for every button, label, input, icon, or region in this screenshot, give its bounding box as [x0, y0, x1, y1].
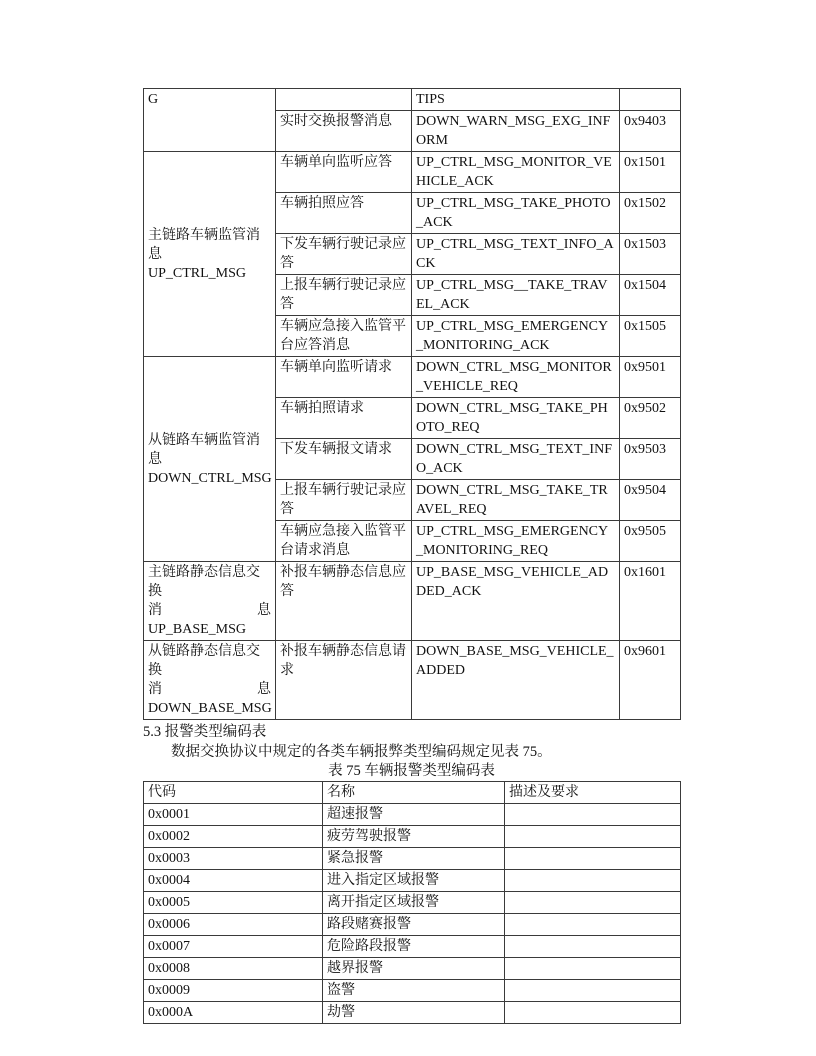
- cell-code: 0x1502: [620, 193, 681, 234]
- cell-name: 盗警: [323, 980, 505, 1002]
- cell-constant: DOWN_CTRL_MSG_MONITOR_VEHICLE_REQ: [412, 357, 620, 398]
- table-row: [144, 804, 681, 826]
- cell-message-name: 车辆应急接入监管平台请求消息: [276, 521, 412, 562]
- cell-message-name: 上报车辆行驶记录应答: [276, 480, 412, 521]
- cell-empty: [620, 89, 681, 111]
- table-row: [144, 357, 681, 398]
- table-row: [144, 870, 681, 892]
- cell-name: 路段赌赛报警: [323, 914, 505, 936]
- cell-code: 0x0002: [144, 826, 323, 848]
- table-row: [144, 892, 681, 914]
- cell-constant: DOWN_CTRL_MSG_TAKE_TRAVEL_REQ: [412, 480, 620, 521]
- group-label-line: 主链路静态信息交换: [148, 565, 260, 599]
- intro-paragraph: 数据交换协议中规定的各类车辆报弊类型编码规定见表 75。: [171, 744, 552, 760]
- cell-name: 危险路段报警: [323, 936, 505, 958]
- cell-name: 进入指定区域报警: [323, 870, 505, 892]
- cell-code: 0x1501: [620, 152, 681, 193]
- cell-message-name: 补报车辆静态信息应答: [276, 562, 412, 641]
- cell-constant: UP_CTRL_MSG_TEXT_INFO_ACK: [412, 234, 620, 275]
- cell-constant: UP_CTRL_MSG__TAKE_TRAVEL_ACK: [412, 275, 620, 316]
- cell-constant: UP_CTRL_MSG_EMERGENCY_MONITORING_REQ: [412, 521, 620, 562]
- table-row: [144, 89, 681, 111]
- cell-name: 离开指定区域报警: [323, 892, 505, 914]
- cell-name: 紧急报警: [323, 848, 505, 870]
- cell-message-name: 车辆拍照应答: [276, 193, 412, 234]
- table-row: [144, 562, 681, 641]
- cell-name: 疲劳驾驶报警: [323, 826, 505, 848]
- table-row: [144, 826, 681, 848]
- table-row: [144, 641, 681, 720]
- section-heading: 5.3 报警类型编码表: [143, 724, 267, 740]
- message-type-table: [143, 88, 681, 720]
- group-label-line: 从链路静态信息交换: [148, 644, 260, 678]
- cell-desc: [505, 804, 681, 826]
- cell-message-name: 车辆单向监听请求: [276, 357, 412, 398]
- cell-code: 0x0003: [144, 848, 323, 870]
- cell-code: 0x0006: [144, 914, 323, 936]
- cell-message-name: 车辆应急接入监管平台应答消息: [276, 316, 412, 357]
- cell-name: 超速报警: [323, 804, 505, 826]
- cell-desc: [505, 870, 681, 892]
- alarm-type-table: [143, 781, 681, 1024]
- group-label-line: 从链路车辆监管消息: [148, 432, 260, 467]
- table-row: [144, 936, 681, 958]
- cell-code: 0x0005: [144, 892, 323, 914]
- cell-code: 0x0008: [144, 958, 323, 980]
- table-caption: 表 75 车辆报警类型编码表: [328, 763, 495, 779]
- cell-group-label: [144, 641, 276, 720]
- cell-constant: UP_CTRL_MSG_EMERGENCY_MONITORING_ACK: [412, 316, 620, 357]
- column-header-name: 名称: [323, 782, 505, 804]
- cell-message-name: 补报车辆静态信息请求: [276, 641, 412, 720]
- cell-code: 0x9403: [620, 111, 681, 152]
- cell-group-label: [144, 152, 276, 357]
- cell-code: 0x000A: [144, 1002, 323, 1024]
- cell-code: 0x0004: [144, 870, 323, 892]
- cell-code: 0x9505: [620, 521, 681, 562]
- cell-constant: DOWN_WARN_MSG_EXG_INFORM: [412, 111, 620, 152]
- cell-code: 0x9502: [620, 398, 681, 439]
- cell-name: 越界报警: [323, 958, 505, 980]
- group-label-line: DOWN_CTRL_MSG: [148, 470, 272, 486]
- cell-desc: [505, 980, 681, 1002]
- cell-group-label: [144, 562, 276, 641]
- cell-constant: UP_CTRL_MSG_MONITOR_VEHICLE_ACK: [412, 152, 620, 193]
- cell-code: 0x9501: [620, 357, 681, 398]
- cell-constant: UP_BASE_MSG_VEHICLE_ADDED_ACK: [412, 562, 620, 641]
- table-row: [144, 980, 681, 1002]
- group-label-line: DOWN_BASE_MSG: [148, 701, 272, 716]
- cell-constant: DOWN_CTRL_MSG_TEXT_INFO_ACK: [412, 439, 620, 480]
- cell-code: 0x1504: [620, 275, 681, 316]
- table-row: [144, 914, 681, 936]
- cell-code: 0x1505: [620, 316, 681, 357]
- cell-desc: [505, 936, 681, 958]
- table-row: [144, 152, 681, 193]
- cell-desc: [505, 914, 681, 936]
- group-label-line: 消息: [148, 603, 271, 618]
- cell-desc: [505, 848, 681, 870]
- cell-desc: [505, 826, 681, 848]
- table-row: [144, 958, 681, 980]
- cell-constant: DOWN_BASE_MSG_VEHICLE_ADDED: [412, 641, 620, 720]
- table-row: [144, 848, 681, 870]
- cell-message-name: 车辆拍照请求: [276, 398, 412, 439]
- cell-code: 0x1503: [620, 234, 681, 275]
- cell-message-name: 上报车辆行驶记录应答: [276, 275, 412, 316]
- cell-desc: [505, 1002, 681, 1024]
- cell-constant: DOWN_CTRL_MSG_TAKE_PHOTO_REQ: [412, 398, 620, 439]
- cell-empty: [276, 89, 412, 111]
- cell-code: 0x9601: [620, 641, 681, 720]
- cell-constant: TIPS: [412, 89, 620, 111]
- cell-group-label: G: [144, 89, 276, 152]
- cell-desc: [505, 958, 681, 980]
- cell-code: 0x9503: [620, 439, 681, 480]
- cell-message-name: 实时交换报警消息: [276, 111, 412, 152]
- column-header-code: 代码: [144, 782, 323, 804]
- cell-desc: [505, 892, 681, 914]
- table-header-row: [144, 782, 681, 804]
- cell-name: 劫警: [323, 1002, 505, 1024]
- page-content: [143, 88, 680, 1024]
- cell-code: 0x1601: [620, 562, 681, 641]
- group-label-line: UP_BASE_MSG: [148, 622, 247, 637]
- cell-message-name: 下发车辆报文请求: [276, 439, 412, 480]
- column-header-desc: 描述及要求: [505, 782, 681, 804]
- group-label-line: 消息: [148, 682, 271, 697]
- group-label-line: UP_CTRL_MSG: [148, 265, 247, 281]
- cell-message-name: 车辆单向监听应答: [276, 152, 412, 193]
- cell-code: 0x0001: [144, 804, 323, 826]
- cell-constant: UP_CTRL_MSG_TAKE_PHOTO_ACK: [412, 193, 620, 234]
- cell-message-name: 下发车辆行驶记录应答: [276, 234, 412, 275]
- cell-group-label: [144, 357, 276, 562]
- cell-code: 0x9504: [620, 480, 681, 521]
- cell-code: 0x0007: [144, 936, 323, 958]
- cell-code: 0x0009: [144, 980, 323, 1002]
- group-label-line: 主链路车辆监管消息: [148, 227, 260, 262]
- table-row: [144, 1002, 681, 1024]
